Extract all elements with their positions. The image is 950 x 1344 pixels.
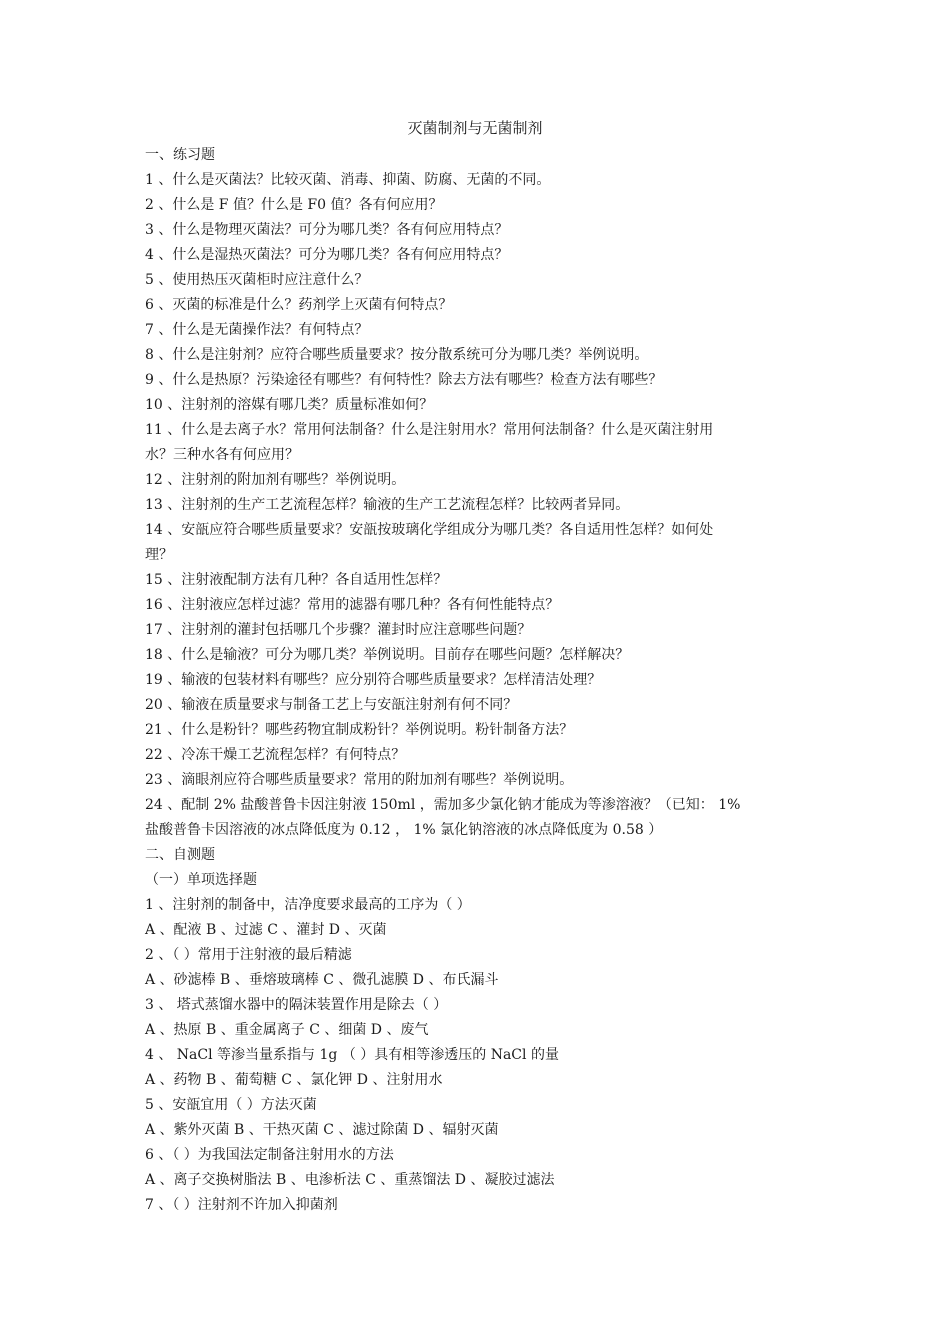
text-line: 4 、什么是湿热灭菌法？可分为哪几类？各有何应用特点？ <box>145 247 509 263</box>
text-line: 3 、什么是物理灭菌法？可分为哪几类？各有何应用特点？ <box>145 222 509 238</box>
text-line: 16 、注射液应怎样过滤？常用的滤器有哪几种？各有何性能特点？ <box>145 597 560 613</box>
text-line: 7 、（ ）注射剂不许加入抑菌剂 <box>145 1197 338 1213</box>
text-line: 6 、灭菌的标准是什么？药剂学上灭菌有何特点？ <box>145 297 453 313</box>
text-line: 一、练习题 <box>145 147 215 163</box>
text-line: 1 、什么是灭菌法？比较灭菌、消毒、抑菌、防腐、无菌的不同。 <box>145 172 551 188</box>
text-line: 8 、什么是注射剂？应符合哪些质量要求？按分散系统可分为哪几类？举例说明。 <box>145 347 649 363</box>
document-body <box>145 143 815 1218</box>
text-line: （一）单项选择题 <box>145 872 257 888</box>
text-line: 12 、注射剂的附加剂有哪些？举例说明。 <box>145 472 406 488</box>
text-line: 19 、输液的包装材料有哪些？应分别符合哪些质量要求？怎样清洁处理？ <box>145 672 602 688</box>
text-line: 15 、注射液配制方法有几种？各自适用性怎样？ <box>145 572 448 588</box>
text-line: 18 、什么是输液？可分为哪几类？举例说明。目前存在哪些问题？怎样解决？ <box>145 647 630 663</box>
text-line: 24 、配制 2% 盐酸普鲁卡因注射液 150ml ，需加多少氯化钠才能成为等渗溶液？（已知： 1% <box>145 797 741 813</box>
text-line: 7 、什么是无菌操作法？有何特点？ <box>145 322 369 338</box>
text-line: 11 、什么是去离子水？常用何法制备？什么是注射用水？常用何法制备？什么是灭菌注射用 <box>145 422 714 438</box>
text-line: 17 、注射剂的灌封包括哪几个步骤？灌封时应注意哪些问题？ <box>145 622 532 638</box>
document-title: 灭菌制剂与无菌制剂 <box>407 119 543 137</box>
text-line: 13 、注射剂的生产工艺流程怎样？输液的生产工艺流程怎样？比较两者异同。 <box>145 497 630 513</box>
text-line: 5 、安瓿宜用（ ）方法灭菌 <box>145 1097 317 1113</box>
text-line: 22 、冷冻干燥工艺流程怎样？有何特点？ <box>145 747 406 763</box>
text-line: 21 、什么是粉针？哪些药物宜制成粉针？举例说明。粉针制备方法？ <box>145 722 574 738</box>
text-line: 5 、使用热压灭菌柜时应注意什么？ <box>145 272 369 288</box>
text-line: 3 、 塔式蒸馏水器中的隔沫装置作用是除去（ ） <box>145 997 448 1013</box>
text-line: 理？ <box>145 547 173 563</box>
text-line: A 、配液 B 、过滤 C 、灌封 D 、灭菌 <box>145 922 387 938</box>
text-line: 二、自测题 <box>145 847 215 863</box>
text-line: 盐酸普鲁卡因溶液的冰点降低度为 0.12 ， 1% 氯化钠溶液的冰点降低度为 0.58 ） <box>145 822 663 838</box>
text-line: 1 、注射剂的制备中，洁净度要求最高的工序为（ ） <box>145 897 471 913</box>
text-line: 6 、（ ）为我国法定制备注射用水的方法 <box>145 1147 394 1163</box>
text-line: A 、药物 B 、葡萄糖 C 、氯化钾 D 、注射用水 <box>145 1072 443 1088</box>
text-line: A 、热原 B 、重金属离子 C 、细菌 D 、废气 <box>145 1022 429 1038</box>
text-line: 2 、什么是 F 值？什么是 F0 值？各有何应用？ <box>145 197 443 213</box>
text-line: 23 、滴眼剂应符合哪些质量要求？常用的附加剂有哪些？举例说明。 <box>145 772 574 788</box>
text-line: 14 、安瓿应符合哪些质量要求？安瓿按玻璃化学组成分为哪几类？各自适用性怎样？如何处 <box>145 522 714 538</box>
text-line: 10 、注射剂的溶媒有哪几类？质量标准如何？ <box>145 397 434 413</box>
text-line: 4 、 NaCl 等渗当量系指与 1g （ ）具有相等渗透压的 NaCl 的量 <box>145 1047 559 1063</box>
text-line: A 、离子交换树脂法 B 、电渗析法 C 、重蒸馏法 D 、凝胶过滤法 <box>145 1172 555 1188</box>
text-line: A 、紫外灭菌 B 、干热灭菌 C 、滤过除菌 D 、辐射灭菌 <box>145 1122 499 1138</box>
text-line: 9 、什么是热原？污染途径有哪些？有何特性？除去方法有哪些？检查方法有哪些？ <box>145 372 663 388</box>
text-line: A 、砂滤棒 B 、垂熔玻璃棒 C 、微孔滤膜 D 、布氏漏斗 <box>145 972 499 988</box>
text-line: 水？三种水各有何应用？ <box>145 447 299 463</box>
text-line: 2 、（ ）常用于注射液的最后精滤 <box>145 947 352 963</box>
text-line: 20 、输液在质量要求与制备工艺上与安瓿注射剂有何不同？ <box>145 697 518 713</box>
